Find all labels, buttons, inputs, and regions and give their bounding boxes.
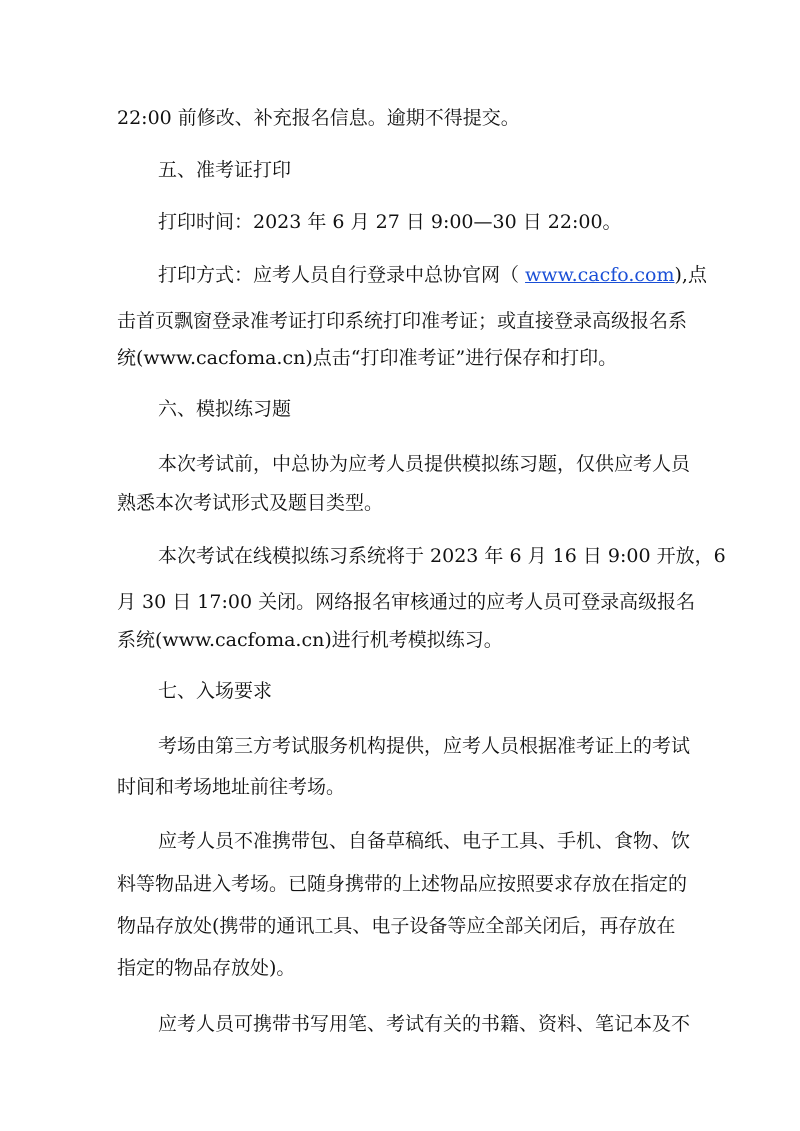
text-line: 22:00 前修改、补充报名信息。逾期不得提交。: [117, 107, 520, 129]
text-line: 本次考试前，中总协为应考人员提供模拟练习题，仅供应考人员: [158, 453, 691, 475]
text-line-print-method: [158, 260, 707, 290]
text-line: 应考人员不准携带包、自备草稿纸、电子工具、手机、食物、饮: [158, 830, 691, 852]
text-line: 月 30 日 17:00 关闭。网络报名审核通过的应考人员可登录高级报名: [117, 591, 696, 613]
text-span: 打印方式：应考人员自行登录中总协官网（: [158, 264, 526, 286]
text-line: 本次考试在线模拟练习系统将于 2023 年 6 月 16 日 9:00 开放，6: [158, 545, 726, 567]
text-line: 考场由第三方考试服务机构提供，应考人员根据准考证上的考试: [158, 735, 691, 757]
section-heading-entry-requirements: 七、入场要求: [158, 680, 273, 702]
text-line: 熟悉本次考试形式及题目类型。: [117, 492, 384, 514]
text-line: 统(www.cacfoma.cn)点击“打印准考证”进行保存和打印。: [117, 347, 618, 369]
text-line-print-time: 打印时间：2023 年 6 月 27 日 9:00—30 日 22:00。: [158, 211, 622, 233]
text-line: 击首页飘窗登录准考证打印系统打印准考证；或直接登录高级报名系: [117, 310, 688, 332]
text-line: 指定的物品存放处)。: [117, 957, 296, 979]
text-line: 时间和考场地址前往考场。: [117, 776, 346, 798]
text-line: 系统(www.cacfoma.cn)进行机考模拟练习。: [117, 629, 503, 651]
text-line: 料等物品进入考场。已随身携带的上述物品应按照要求存放在指定的: [117, 873, 688, 895]
text-line: 应考人员可携带书写用笔、考试有关的书籍、资料、笔记本及不: [158, 1013, 691, 1035]
section-heading-admission-ticket: 五、准考证打印: [158, 159, 292, 181]
text-line: 物品存放处(携带的通讯工具、电子设备等应全部关闭后，再存放在: [117, 915, 676, 937]
section-heading-practice: 六、模拟练习题: [158, 398, 292, 420]
text-span: ),点: [674, 264, 707, 286]
official-site-link[interactable]: www.cacfo.com: [525, 264, 675, 286]
